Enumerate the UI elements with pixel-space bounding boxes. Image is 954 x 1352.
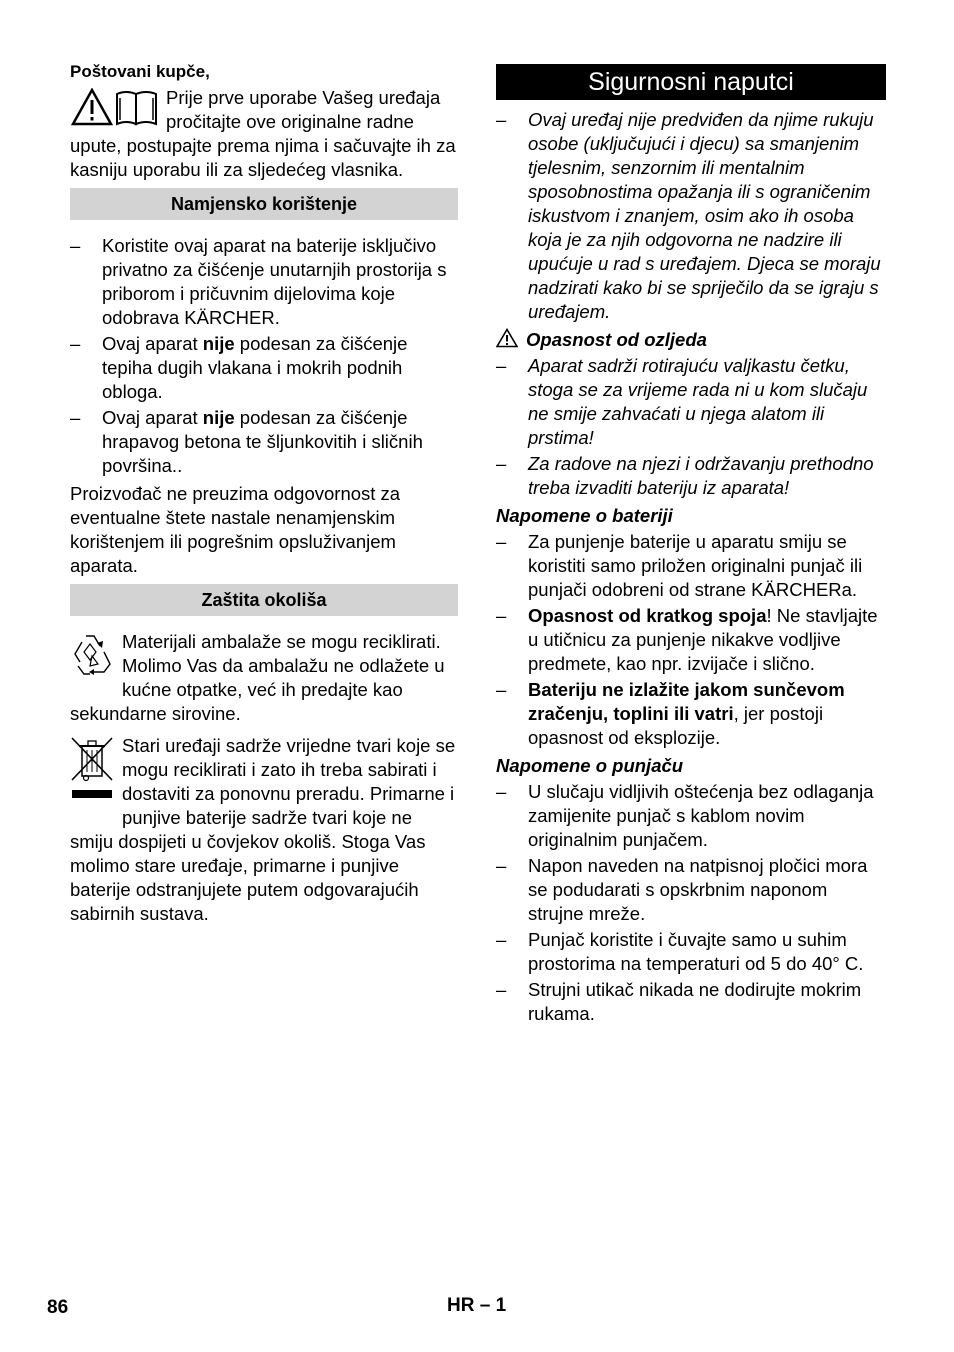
right-column (496, 58, 886, 1028)
recycling-icon (70, 632, 114, 684)
old-devices-block (70, 734, 458, 926)
warning-icon (73, 90, 111, 124)
list-item: – U slučaju vidljivih oštećenja bez odlaganja zamijenite punjač s kablom novim originalnim punjačem. (496, 780, 886, 852)
list-item: – Bateriju ne izlažite jakom sunčevom zračenju, toplini ili vatri, jer postoji opasnost od eksplozije. (496, 678, 886, 750)
battery-heading: Napomene o bateriji (496, 505, 673, 526)
list-item: – Punjač koristite i čuvajte samo u suhim prostorima na temperaturi od 5 do 40° C. (496, 928, 886, 976)
list-item: – Strujni utikač nikada ne dodirujte mokrim rukama. (496, 978, 886, 1026)
charger-heading: Napomene o punjaču (496, 755, 684, 776)
liability-note: Proizvođač ne preuzima odgovornost za eventualne štete nastale nenamjenskim korištenjem ili pogrešnim opsluživanjem aparata. (70, 483, 401, 576)
charger-list (496, 780, 886, 1026)
packaging-block (70, 630, 458, 726)
danger-heading: Opasnost od ozljeda (496, 328, 886, 352)
safety-title: Sigurnosni naputci (496, 64, 886, 100)
intro-block (70, 86, 458, 182)
list-item: – Ovaj aparat nije podesan za čišćenje hrapavog betona te šljunkovitih i sličnih površina.. (70, 406, 458, 478)
list-item: – Za punjenje baterije u aparatu smiju se koristiti samo priložen originalni punjač ili punjači odobreni od strane KÄRCHERa. (496, 530, 886, 602)
left-column (70, 58, 458, 926)
language-page-label: HR – 1 (447, 1295, 507, 1316)
greeting: Poštovani kupče, (70, 62, 210, 81)
intro-icons (70, 88, 160, 128)
intended-use-list (70, 234, 458, 478)
crossed-bin-icon (70, 736, 114, 808)
list-item: – Za radove na njezi i održavanju prethodno treba izvaditi bateriju iz aparata! (496, 452, 886, 500)
list-item: – Opasnost od kratkog spoja! Ne stavljajte u utičnicu za punjenje nikakve vodljive predmete, kao npr. izvijače i slično. (496, 604, 886, 676)
section-title-intended-use: Namjensko korištenje (70, 188, 458, 220)
intro-text: Prije prve uporabe Vašeg uređaja pročitajte ove originalne radne upute, postupajte prema njima i sačuvajte ih za kasniju uporabu ili za sljedećeg vlasnika. (70, 87, 456, 180)
safety-list (496, 108, 886, 324)
list-item: – Koristite ovaj aparat na baterije isključivo privatno za čišćenje unutarnjih prostorija s priborom i pričuvnim dijelovima koje odobrava KÄRCHER. (70, 234, 458, 330)
list-item: – Ovaj uređaj nije predviđen da njime rukuju osobe (uključujući i djecu) sa smanjenim tjelesnim, senzornim ili mentalnim sposobnostima opažanja ili s ograničenim iskustvom i znanjem, osim ako ih osoba koja je za njih odgovorna ne nadzire ili upućuje u rad s uređajem. Djeca se moraju nadzirati kako bi se spriječilo da se igraju s uređajem. (496, 108, 886, 324)
battery-list (496, 530, 886, 750)
manual-book-icon (117, 92, 156, 124)
list-item: – Ovaj aparat nije podesan za čišćenje tepiha dugih vlakana i mokrih podnih obloga. (70, 332, 458, 404)
list-item: – Aparat sadrži rotirajuću valjkastu četku, stoga se za vrijeme rada ni u kom slučaju ne smije zahvaćati u njega alatom ili prstima! (496, 354, 886, 450)
packaging-text: Materijali ambalaže se mogu reciklirati. Molimo Vas da ambalažu ne odlažete u kućne otpatke, već ih predajte kao sekundarne sirovine. (70, 631, 445, 724)
page-number: 86 (47, 1297, 69, 1318)
danger-list (496, 354, 886, 500)
warning-icon (496, 328, 520, 348)
list-item: – Napon naveden na natpisnoj pločici mora se podudarati s opskrbnim naponom strujne mreže. (496, 854, 886, 926)
old-devices-text: Stari uređaji sadrže vrijedne tvari koje se mogu reciklirati i zato ih treba sabirati i dostaviti za ponovnu preradu. Primarne i punjive baterije sadrže tvari koje ne smiju dospijeti u čovjekov okoliš. Stoga Vas molimo stare uređaje, primarne i punjive baterije odstranjujete putem odgovarajućih sabirnih sustava. (70, 735, 456, 924)
section-title-environment: Zaštita okoliša (70, 584, 458, 616)
